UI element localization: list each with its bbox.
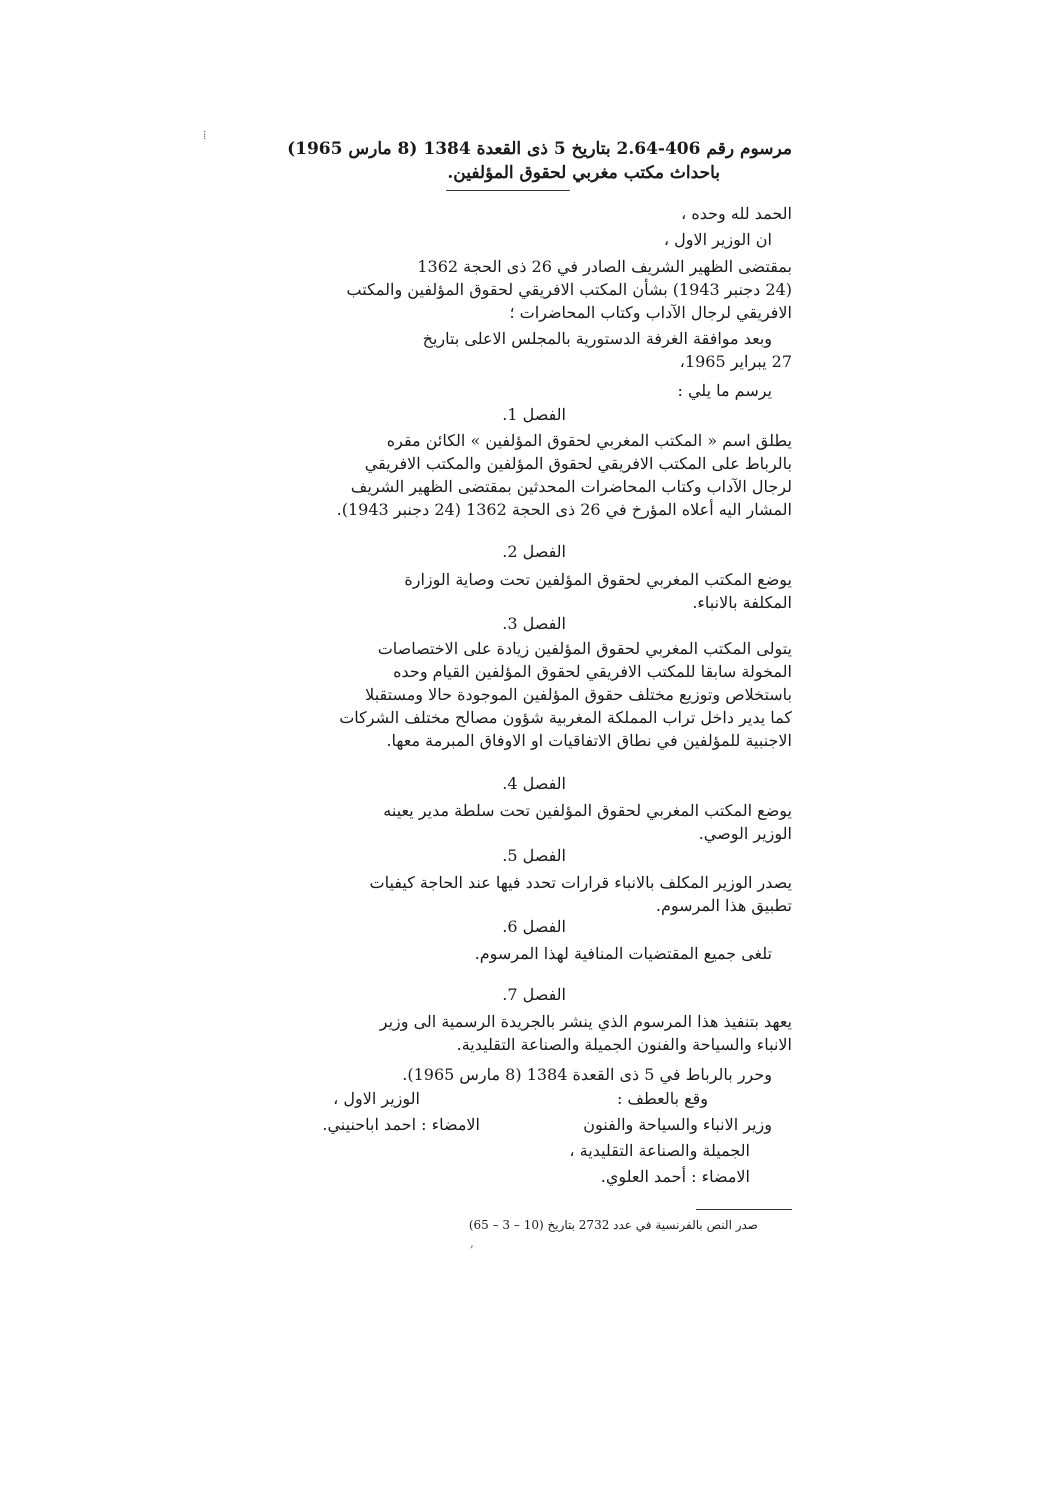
decree-formula: يرسم ما يلي :	[677, 381, 772, 400]
title-line-1: مرسوم رقم 406-2.64 بتاريخ 5 ذى القعدة 1384 (8 مارس 1965)	[287, 139, 792, 159]
done-at: وحرر بالرباط في 5 ذى القعدة 1384 (8 مارس 1965).	[402, 1065, 772, 1084]
margin-mark: ⁞	[203, 128, 207, 142]
article-line: يتولى المكتب المغربي لحقوق المؤلفين زيادة على الاختصاصات	[377, 639, 792, 658]
recital-2-line: وبعد موافقة الغرفة الدستورية بالمجلس الاعلى بتاريخ	[422, 329, 772, 348]
minister-title-line-1: وزير الانباء والسياحة والفنون	[583, 1115, 772, 1134]
article-line: المخولة سابقا للمكتب الافريقي لحقوق المؤلفين القيام وحده	[393, 662, 792, 681]
article-heading: الفصل 2.	[502, 542, 566, 561]
footnote-rule	[696, 1209, 792, 1210]
article-line: لرجال الآداب وكتاب المحاضرات المحدثين بمقتضى الظهير الشريف	[350, 477, 792, 496]
article-heading: الفصل 1.	[502, 405, 566, 424]
article-line: يوضع المكتب المغربي لحقوق المؤلفين تحت سلطة مدير يعينه	[383, 801, 792, 820]
article-line: يصدر الوزير المكلف بالانباء قرارات تحدد فيها عند الحاجة كيفيات	[369, 873, 792, 892]
article-heading: الفصل 5.	[502, 846, 566, 865]
minister-title-line-2: الجميلة والصناعة التقليدية ،	[569, 1141, 750, 1160]
article-line: يوضع المكتب المغربي لحقوق المؤلفين تحت وصاية الوزارة	[404, 570, 792, 589]
recital-1-line: (24 دجنبر 1943) بشأن المكتب الافريقي لحقوق المؤلفين والمكتب	[346, 280, 792, 299]
article-line: المكلفة بالانباء.	[692, 593, 792, 612]
prime-minister-title: الوزير الاول ،	[333, 1089, 420, 1108]
article-heading: الفصل 7.	[502, 985, 566, 1004]
minister-signature: الامضاء : أحمد العلوي.	[600, 1167, 750, 1186]
article-line: الوزير الوصي.	[698, 824, 792, 843]
recital-1-line: بمقتضى الظهير الشريف الصادر في 26 ذى الحجة 1362	[417, 257, 792, 276]
article-line: باستخلاص وتوزيع مختلف حقوق المؤلفين الموجودة حالا ومستقبلا	[365, 685, 792, 704]
title-line-2: باحداث مكتب مغربي لحقوق المؤلفين.	[447, 163, 720, 183]
countersigned: وقع بالعطف :	[616, 1089, 708, 1108]
article-heading: الفصل 6.	[502, 917, 566, 936]
prime-minister-signature: الامضاء : احمد اباحنيني.	[322, 1115, 480, 1134]
article-line: تلغى جميع المقتضيات المنافية لهذا المرسوم.	[474, 944, 772, 963]
article-heading: الفصل 4.	[502, 774, 566, 793]
recital-1-line: الافريقي لرجال الآداب وكتاب المحاضرات ؛	[509, 303, 792, 322]
article-line: يعهد بتنفيذ هذا المرسوم الذي ينشر بالجريدة الرسمية الى وزير	[379, 1012, 792, 1031]
article-line: المشار اليه أعلاه المؤرخ في 26 ذى الحجة 1362 (24 دجنبر 1943).	[336, 500, 792, 519]
recital-2-line: 27 يبراير 1965،	[679, 352, 792, 371]
article-line: الاجنبية للمؤلفين في نطاق الاتفاقيات او الاوفاق المبرمة معها.	[386, 731, 792, 750]
article-line: الانباء والسياحة والفنون الجميلة والصناعة التقليدية.	[456, 1035, 792, 1054]
title-underline	[446, 190, 570, 191]
article-line: تطبيق هذا المرسوم.	[655, 896, 792, 915]
opener: ان الوزير الاول ،	[663, 230, 772, 249]
page-mark: ,	[470, 1236, 474, 1250]
praise: الحمد لله وحده ،	[681, 204, 792, 223]
article-line: يطلق اسم « المكتب المغربي لحقوق المؤلفين » الكائن مقره	[386, 431, 792, 450]
article-heading: الفصل 3.	[502, 614, 566, 633]
article-line: بالرباط على المكتب الافريقي لحقوق المؤلفين والمكتب الافريقي	[364, 454, 792, 473]
footnote: صدر النص بالفرنسية في عدد 2732 بتاريخ (10 – 3 – 65)	[468, 1218, 758, 1232]
article-line: كما يدير داخل تراب المملكة المغربية شؤون مصالح مختلف الشركات	[339, 708, 792, 727]
